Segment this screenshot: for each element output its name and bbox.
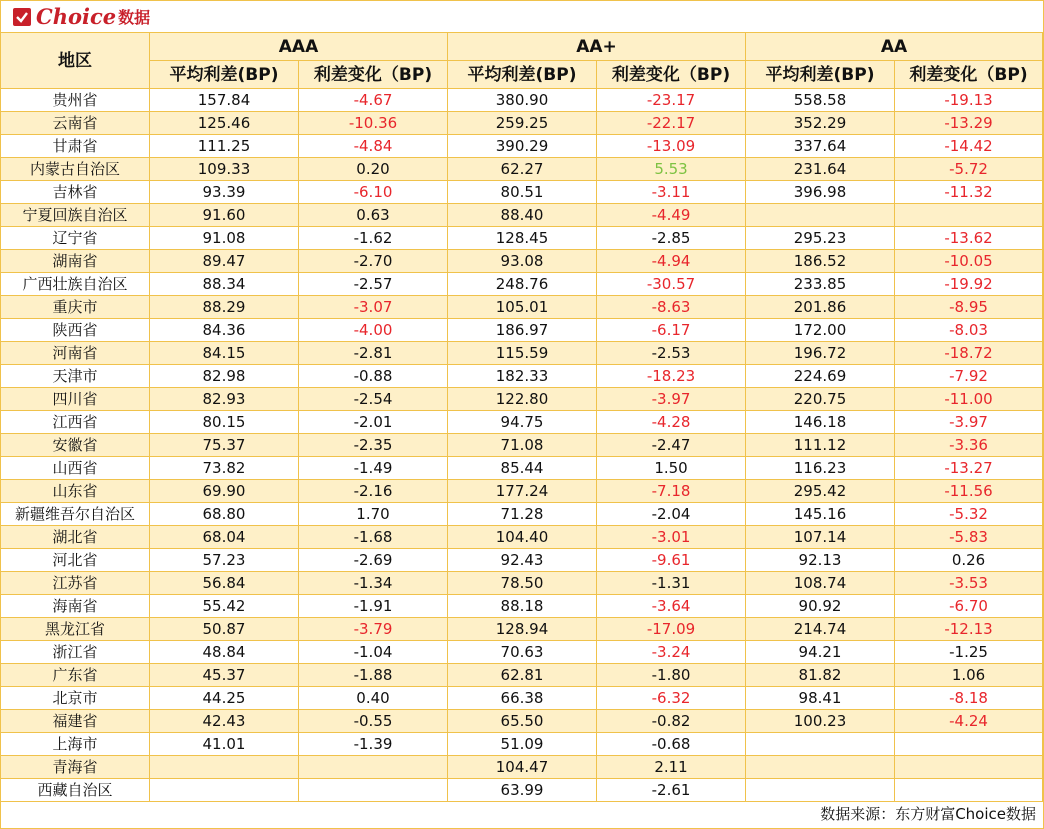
- aa-spread-change-cell: [895, 204, 1043, 227]
- table-row: [1, 687, 1043, 710]
- aa-avg-spread-cell: 352.29: [746, 112, 895, 135]
- credit-spread-table: [0, 32, 1043, 802]
- region-cell: 甘肃省: [1, 135, 150, 158]
- aa-avg-spread-cell: 295.23: [746, 227, 895, 250]
- table-row: [1, 664, 1043, 687]
- aaa-spread-change-cell: -6.10: [299, 181, 448, 204]
- aaa-spread-change-cell: -2.54: [299, 388, 448, 411]
- aaa-spread-change-cell: -2.69: [299, 549, 448, 572]
- aa-plus-avg-spread-cell: 88.18: [448, 595, 597, 618]
- aaa-avg-spread-cell: 69.90: [150, 480, 299, 503]
- aa-spread-change-cell: -10.05: [895, 250, 1043, 273]
- aaa-spread-change-cell: -2.57: [299, 273, 448, 296]
- aa-avg-spread-cell: 92.13: [746, 549, 895, 572]
- aaa-spread-change-cell: 0.20: [299, 158, 448, 181]
- aaa-avg-spread-cell: 41.01: [150, 733, 299, 756]
- region-cell: 四川省: [1, 388, 150, 411]
- region-cell: 天津市: [1, 365, 150, 388]
- aa-plus-spread-change-cell: 5.53: [597, 158, 746, 181]
- aa-plus-avg-spread-cell: 390.29: [448, 135, 597, 158]
- aa-plus-spread-change-cell: -7.18: [597, 480, 746, 503]
- aa-avg-spread-cell: 172.00: [746, 319, 895, 342]
- aaa-spread-change-cell: -1.39: [299, 733, 448, 756]
- aa-avg-spread-cell: 337.64: [746, 135, 895, 158]
- aa-spread-change-cell: -11.00: [895, 388, 1043, 411]
- aa-avg-spread-cell: 145.16: [746, 503, 895, 526]
- source-note: 数据来源：东方财富Choice数据: [820, 805, 1036, 823]
- aa-plus-avg-spread-cell: 259.25: [448, 112, 597, 135]
- aa-avg-spread-cell: 295.42: [746, 480, 895, 503]
- region-cell: 广东省: [1, 664, 150, 687]
- col-header-avg-spread: 平均利差(BP): [150, 61, 299, 89]
- aa-spread-change-cell: [895, 756, 1043, 779]
- aa-plus-avg-spread-cell: 71.28: [448, 503, 597, 526]
- table-row: [1, 549, 1043, 572]
- aa-avg-spread-cell: 81.82: [746, 664, 895, 687]
- aa-plus-avg-spread-cell: 71.08: [448, 434, 597, 457]
- aa-spread-change-cell: -14.42: [895, 135, 1043, 158]
- aa-plus-spread-change-cell: -3.11: [597, 181, 746, 204]
- aa-plus-spread-change-cell: -1.31: [597, 572, 746, 595]
- region-cell: 云南省: [1, 112, 150, 135]
- brand-suffix: 数据: [118, 8, 151, 27]
- aaa-spread-change-cell: -0.55: [299, 710, 448, 733]
- aaa-avg-spread-cell: 91.60: [150, 204, 299, 227]
- brand-bar: [1, 1, 1043, 33]
- table-row: [1, 480, 1043, 503]
- aaa-avg-spread-cell: 44.25: [150, 687, 299, 710]
- table-row: [1, 710, 1043, 733]
- aaa-avg-spread-cell: 68.04: [150, 526, 299, 549]
- table-row: [1, 733, 1043, 756]
- aaa-avg-spread-cell: 109.33: [150, 158, 299, 181]
- group-header-aaa: AAA: [150, 33, 448, 61]
- region-cell: 江苏省: [1, 572, 150, 595]
- aaa-spread-change-cell: -0.88: [299, 365, 448, 388]
- aa-plus-avg-spread-cell: 177.24: [448, 480, 597, 503]
- aa-avg-spread-cell: [746, 779, 895, 802]
- aaa-spread-change-cell: -2.35: [299, 434, 448, 457]
- aa-avg-spread-cell: 231.64: [746, 158, 895, 181]
- aa-plus-spread-change-cell: -2.04: [597, 503, 746, 526]
- region-cell: 湖北省: [1, 526, 150, 549]
- aaa-avg-spread-cell: 80.15: [150, 411, 299, 434]
- table-row: [1, 411, 1043, 434]
- aa-plus-spread-change-cell: -3.01: [597, 526, 746, 549]
- region-cell: 山东省: [1, 480, 150, 503]
- aaa-spread-change-cell: -1.62: [299, 227, 448, 250]
- aa-plus-spread-change-cell: -23.17: [597, 89, 746, 112]
- aa-plus-spread-change-cell: -2.61: [597, 779, 746, 802]
- aaa-spread-change-cell: -2.16: [299, 480, 448, 503]
- aa-spread-change-cell: -19.13: [895, 89, 1043, 112]
- aa-plus-spread-change-cell: -3.24: [597, 641, 746, 664]
- aa-plus-spread-change-cell: -30.57: [597, 273, 746, 296]
- brand-name: Choice: [36, 4, 117, 29]
- aa-spread-change-cell: -11.56: [895, 480, 1043, 503]
- aaa-spread-change-cell: -2.01: [299, 411, 448, 434]
- aa-plus-avg-spread-cell: 128.94: [448, 618, 597, 641]
- table-row: [1, 572, 1043, 595]
- region-cell: 内蒙古自治区: [1, 158, 150, 181]
- aaa-avg-spread-cell: 73.82: [150, 457, 299, 480]
- aa-spread-change-cell: -3.36: [895, 434, 1043, 457]
- region-cell: 吉林省: [1, 181, 150, 204]
- aa-spread-change-cell: 0.26: [895, 549, 1043, 572]
- aa-plus-avg-spread-cell: 66.38: [448, 687, 597, 710]
- aa-plus-avg-spread-cell: 92.43: [448, 549, 597, 572]
- aa-spread-change-cell: -19.92: [895, 273, 1043, 296]
- aa-avg-spread-cell: 107.14: [746, 526, 895, 549]
- aa-plus-spread-change-cell: -17.09: [597, 618, 746, 641]
- aaa-avg-spread-cell: 91.08: [150, 227, 299, 250]
- table-body: [1, 89, 1043, 802]
- aaa-avg-spread-cell: 57.23: [150, 549, 299, 572]
- aaa-spread-change-cell: 1.70: [299, 503, 448, 526]
- region-cell: 海南省: [1, 595, 150, 618]
- aaa-avg-spread-cell: 89.47: [150, 250, 299, 273]
- aa-plus-avg-spread-cell: 104.40: [448, 526, 597, 549]
- aa-spread-change-cell: -13.62: [895, 227, 1043, 250]
- aa-spread-change-cell: -13.29: [895, 112, 1043, 135]
- aa-avg-spread-cell: 186.52: [746, 250, 895, 273]
- aaa-spread-change-cell: -1.49: [299, 457, 448, 480]
- aa-plus-avg-spread-cell: 85.44: [448, 457, 597, 480]
- aaa-spread-change-cell: -3.07: [299, 296, 448, 319]
- aa-spread-change-cell: -11.32: [895, 181, 1043, 204]
- aa-plus-avg-spread-cell: 380.90: [448, 89, 597, 112]
- aa-spread-change-cell: -12.13: [895, 618, 1043, 641]
- aa-avg-spread-cell: 558.58: [746, 89, 895, 112]
- aa-plus-spread-change-cell: -4.49: [597, 204, 746, 227]
- aa-spread-change-cell: -5.72: [895, 158, 1043, 181]
- aaa-spread-change-cell: 0.63: [299, 204, 448, 227]
- aa-plus-spread-change-cell: -6.17: [597, 319, 746, 342]
- aaa-avg-spread-cell: 82.98: [150, 365, 299, 388]
- aa-spread-change-cell: -5.83: [895, 526, 1043, 549]
- group-header-aa: AA: [746, 33, 1043, 61]
- aa-avg-spread-cell: [746, 204, 895, 227]
- aa-plus-avg-spread-cell: 62.81: [448, 664, 597, 687]
- table-row: [1, 756, 1043, 779]
- aaa-avg-spread-cell: 88.34: [150, 273, 299, 296]
- aa-spread-change-cell: [895, 733, 1043, 756]
- aa-plus-spread-change-cell: -2.47: [597, 434, 746, 457]
- region-cell: 北京市: [1, 687, 150, 710]
- aa-spread-change-cell: -3.53: [895, 572, 1043, 595]
- aa-plus-spread-change-cell: -2.85: [597, 227, 746, 250]
- aaa-spread-change-cell: [299, 756, 448, 779]
- table-row: [1, 273, 1043, 296]
- aa-plus-avg-spread-cell: 94.75: [448, 411, 597, 434]
- aa-plus-spread-change-cell: -2.53: [597, 342, 746, 365]
- aaa-avg-spread-cell: 157.84: [150, 89, 299, 112]
- region-cell: 山西省: [1, 457, 150, 480]
- region-cell: 新疆维吾尔自治区: [1, 503, 150, 526]
- aa-plus-avg-spread-cell: 65.50: [448, 710, 597, 733]
- region-cell: 福建省: [1, 710, 150, 733]
- table-row: [1, 388, 1043, 411]
- region-cell: 陕西省: [1, 319, 150, 342]
- aaa-spread-change-cell: -10.36: [299, 112, 448, 135]
- aaa-avg-spread-cell: 48.84: [150, 641, 299, 664]
- aaa-avg-spread-cell: 45.37: [150, 664, 299, 687]
- aa-plus-avg-spread-cell: 122.80: [448, 388, 597, 411]
- aa-plus-avg-spread-cell: 104.47: [448, 756, 597, 779]
- region-cell: 上海市: [1, 733, 150, 756]
- aa-plus-spread-change-cell: -3.64: [597, 595, 746, 618]
- aa-avg-spread-cell: 90.92: [746, 595, 895, 618]
- aaa-avg-spread-cell: 84.36: [150, 319, 299, 342]
- aaa-avg-spread-cell: 42.43: [150, 710, 299, 733]
- aaa-avg-spread-cell: 88.29: [150, 296, 299, 319]
- aa-plus-spread-change-cell: -3.97: [597, 388, 746, 411]
- aaa-avg-spread-cell: 55.42: [150, 595, 299, 618]
- aaa-avg-spread-cell: 68.80: [150, 503, 299, 526]
- region-cell: 广西壮族自治区: [1, 273, 150, 296]
- aa-plus-spread-change-cell: -18.23: [597, 365, 746, 388]
- aaa-spread-change-cell: -1.04: [299, 641, 448, 664]
- col-header-avg-spread: 平均利差(BP): [746, 61, 895, 89]
- aa-avg-spread-cell: 224.69: [746, 365, 895, 388]
- aaa-spread-change-cell: 0.40: [299, 687, 448, 710]
- aa-spread-change-cell: -3.97: [895, 411, 1043, 434]
- aa-spread-change-cell: [895, 779, 1043, 802]
- region-cell: 青海省: [1, 756, 150, 779]
- table-row: [1, 181, 1043, 204]
- region-header: 地区: [1, 33, 150, 89]
- aa-spread-change-cell: -13.27: [895, 457, 1043, 480]
- table-row: [1, 135, 1043, 158]
- table-row: [1, 641, 1043, 664]
- aa-avg-spread-cell: [746, 733, 895, 756]
- table-row: [1, 112, 1043, 135]
- aa-plus-spread-change-cell: -4.94: [597, 250, 746, 273]
- aaa-spread-change-cell: -2.70: [299, 250, 448, 273]
- aa-plus-spread-change-cell: -0.82: [597, 710, 746, 733]
- aa-spread-change-cell: -8.95: [895, 296, 1043, 319]
- aaa-avg-spread-cell: 125.46: [150, 112, 299, 135]
- aa-avg-spread-cell: 116.23: [746, 457, 895, 480]
- aa-plus-spread-change-cell: -13.09: [597, 135, 746, 158]
- col-header-spread-change: 利差变化（BP): [895, 61, 1043, 89]
- aaa-avg-spread-cell: [150, 756, 299, 779]
- table-row: [1, 204, 1043, 227]
- aa-spread-change-cell: 1.06: [895, 664, 1043, 687]
- table-row: [1, 434, 1043, 457]
- aaa-spread-change-cell: -4.67: [299, 89, 448, 112]
- aa-plus-spread-change-cell: -1.80: [597, 664, 746, 687]
- aa-plus-avg-spread-cell: 105.01: [448, 296, 597, 319]
- aaa-avg-spread-cell: [150, 779, 299, 802]
- aaa-spread-change-cell: -3.79: [299, 618, 448, 641]
- table-row: [1, 457, 1043, 480]
- region-cell: 湖南省: [1, 250, 150, 273]
- aa-plus-spread-change-cell: -22.17: [597, 112, 746, 135]
- region-cell: 贵州省: [1, 89, 150, 112]
- aa-avg-spread-cell: 146.18: [746, 411, 895, 434]
- aa-plus-avg-spread-cell: 80.51: [448, 181, 597, 204]
- aaa-spread-change-cell: -1.34: [299, 572, 448, 595]
- aaa-avg-spread-cell: 82.93: [150, 388, 299, 411]
- aa-plus-avg-spread-cell: 115.59: [448, 342, 597, 365]
- aa-plus-spread-change-cell: -4.28: [597, 411, 746, 434]
- aa-avg-spread-cell: 111.12: [746, 434, 895, 457]
- aa-plus-avg-spread-cell: 248.76: [448, 273, 597, 296]
- aa-avg-spread-cell: 214.74: [746, 618, 895, 641]
- col-header-spread-change: 利差变化（BP): [299, 61, 448, 89]
- table-row: [1, 250, 1043, 273]
- aa-spread-change-cell: -18.72: [895, 342, 1043, 365]
- aa-avg-spread-cell: 196.72: [746, 342, 895, 365]
- aaa-spread-change-cell: -1.88: [299, 664, 448, 687]
- aa-plus-avg-spread-cell: 63.99: [448, 779, 597, 802]
- source-footer: [0, 801, 1042, 827]
- aa-spread-change-cell: -8.03: [895, 319, 1043, 342]
- table-row: [1, 89, 1043, 112]
- table-row: [1, 365, 1043, 388]
- group-header-aa-plus: AA+: [448, 33, 746, 61]
- aaa-avg-spread-cell: 75.37: [150, 434, 299, 457]
- region-cell: 江西省: [1, 411, 150, 434]
- region-cell: 安徽省: [1, 434, 150, 457]
- region-cell: 河南省: [1, 342, 150, 365]
- table-row: [1, 342, 1043, 365]
- aa-plus-avg-spread-cell: 93.08: [448, 250, 597, 273]
- aa-plus-spread-change-cell: -8.63: [597, 296, 746, 319]
- aaa-spread-change-cell: -2.81: [299, 342, 448, 365]
- aaa-spread-change-cell: -4.00: [299, 319, 448, 342]
- aa-plus-avg-spread-cell: 51.09: [448, 733, 597, 756]
- aa-avg-spread-cell: 108.74: [746, 572, 895, 595]
- aaa-avg-spread-cell: 111.25: [150, 135, 299, 158]
- table-row: [1, 595, 1043, 618]
- aa-plus-spread-change-cell: 1.50: [597, 457, 746, 480]
- region-cell: 西藏自治区: [1, 779, 150, 802]
- aa-plus-avg-spread-cell: 88.40: [448, 204, 597, 227]
- aa-spread-change-cell: -4.24: [895, 710, 1043, 733]
- aa-avg-spread-cell: 201.86: [746, 296, 895, 319]
- aa-plus-spread-change-cell: -0.68: [597, 733, 746, 756]
- aa-avg-spread-cell: 94.21: [746, 641, 895, 664]
- aaa-avg-spread-cell: 84.15: [150, 342, 299, 365]
- aa-spread-change-cell: -1.25: [895, 641, 1043, 664]
- col-header-avg-spread: 平均利差(BP): [448, 61, 597, 89]
- aa-avg-spread-cell: 396.98: [746, 181, 895, 204]
- region-cell: 河北省: [1, 549, 150, 572]
- aa-spread-change-cell: -8.18: [895, 687, 1043, 710]
- aa-spread-change-cell: -7.92: [895, 365, 1043, 388]
- aaa-avg-spread-cell: 56.84: [150, 572, 299, 595]
- aa-plus-spread-change-cell: -6.32: [597, 687, 746, 710]
- region-cell: 宁夏回族自治区: [1, 204, 150, 227]
- aa-plus-avg-spread-cell: 186.97: [448, 319, 597, 342]
- aaa-spread-change-cell: -1.68: [299, 526, 448, 549]
- aaa-spread-change-cell: -1.91: [299, 595, 448, 618]
- table-row: [1, 158, 1043, 181]
- table-row: [1, 779, 1043, 802]
- aa-plus-spread-change-cell: -9.61: [597, 549, 746, 572]
- aa-spread-change-cell: -5.32: [895, 503, 1043, 526]
- aaa-spread-change-cell: [299, 779, 448, 802]
- table-row: [1, 227, 1043, 250]
- aa-avg-spread-cell: 233.85: [746, 273, 895, 296]
- aaa-avg-spread-cell: 93.39: [150, 181, 299, 204]
- region-cell: 辽宁省: [1, 227, 150, 250]
- table-row: [1, 526, 1043, 549]
- col-header-spread-change: 利差变化（BP): [597, 61, 746, 89]
- aa-avg-spread-cell: 98.41: [746, 687, 895, 710]
- aa-plus-avg-spread-cell: 182.33: [448, 365, 597, 388]
- region-cell: 重庆市: [1, 296, 150, 319]
- aa-avg-spread-cell: [746, 756, 895, 779]
- table-row: [1, 319, 1043, 342]
- region-cell: 黑龙江省: [1, 618, 150, 641]
- aa-spread-change-cell: -6.70: [895, 595, 1043, 618]
- region-cell: 浙江省: [1, 641, 150, 664]
- aa-plus-spread-change-cell: 2.11: [597, 756, 746, 779]
- aa-plus-avg-spread-cell: 128.45: [448, 227, 597, 250]
- aa-avg-spread-cell: 220.75: [746, 388, 895, 411]
- table-row: [1, 618, 1043, 641]
- check-icon: [13, 8, 31, 26]
- table-row: [1, 503, 1043, 526]
- aa-plus-avg-spread-cell: 70.63: [448, 641, 597, 664]
- aa-avg-spread-cell: 100.23: [746, 710, 895, 733]
- aa-plus-avg-spread-cell: 62.27: [448, 158, 597, 181]
- aa-plus-avg-spread-cell: 78.50: [448, 572, 597, 595]
- aaa-avg-spread-cell: 50.87: [150, 618, 299, 641]
- aaa-spread-change-cell: -4.84: [299, 135, 448, 158]
- table-row: [1, 296, 1043, 319]
